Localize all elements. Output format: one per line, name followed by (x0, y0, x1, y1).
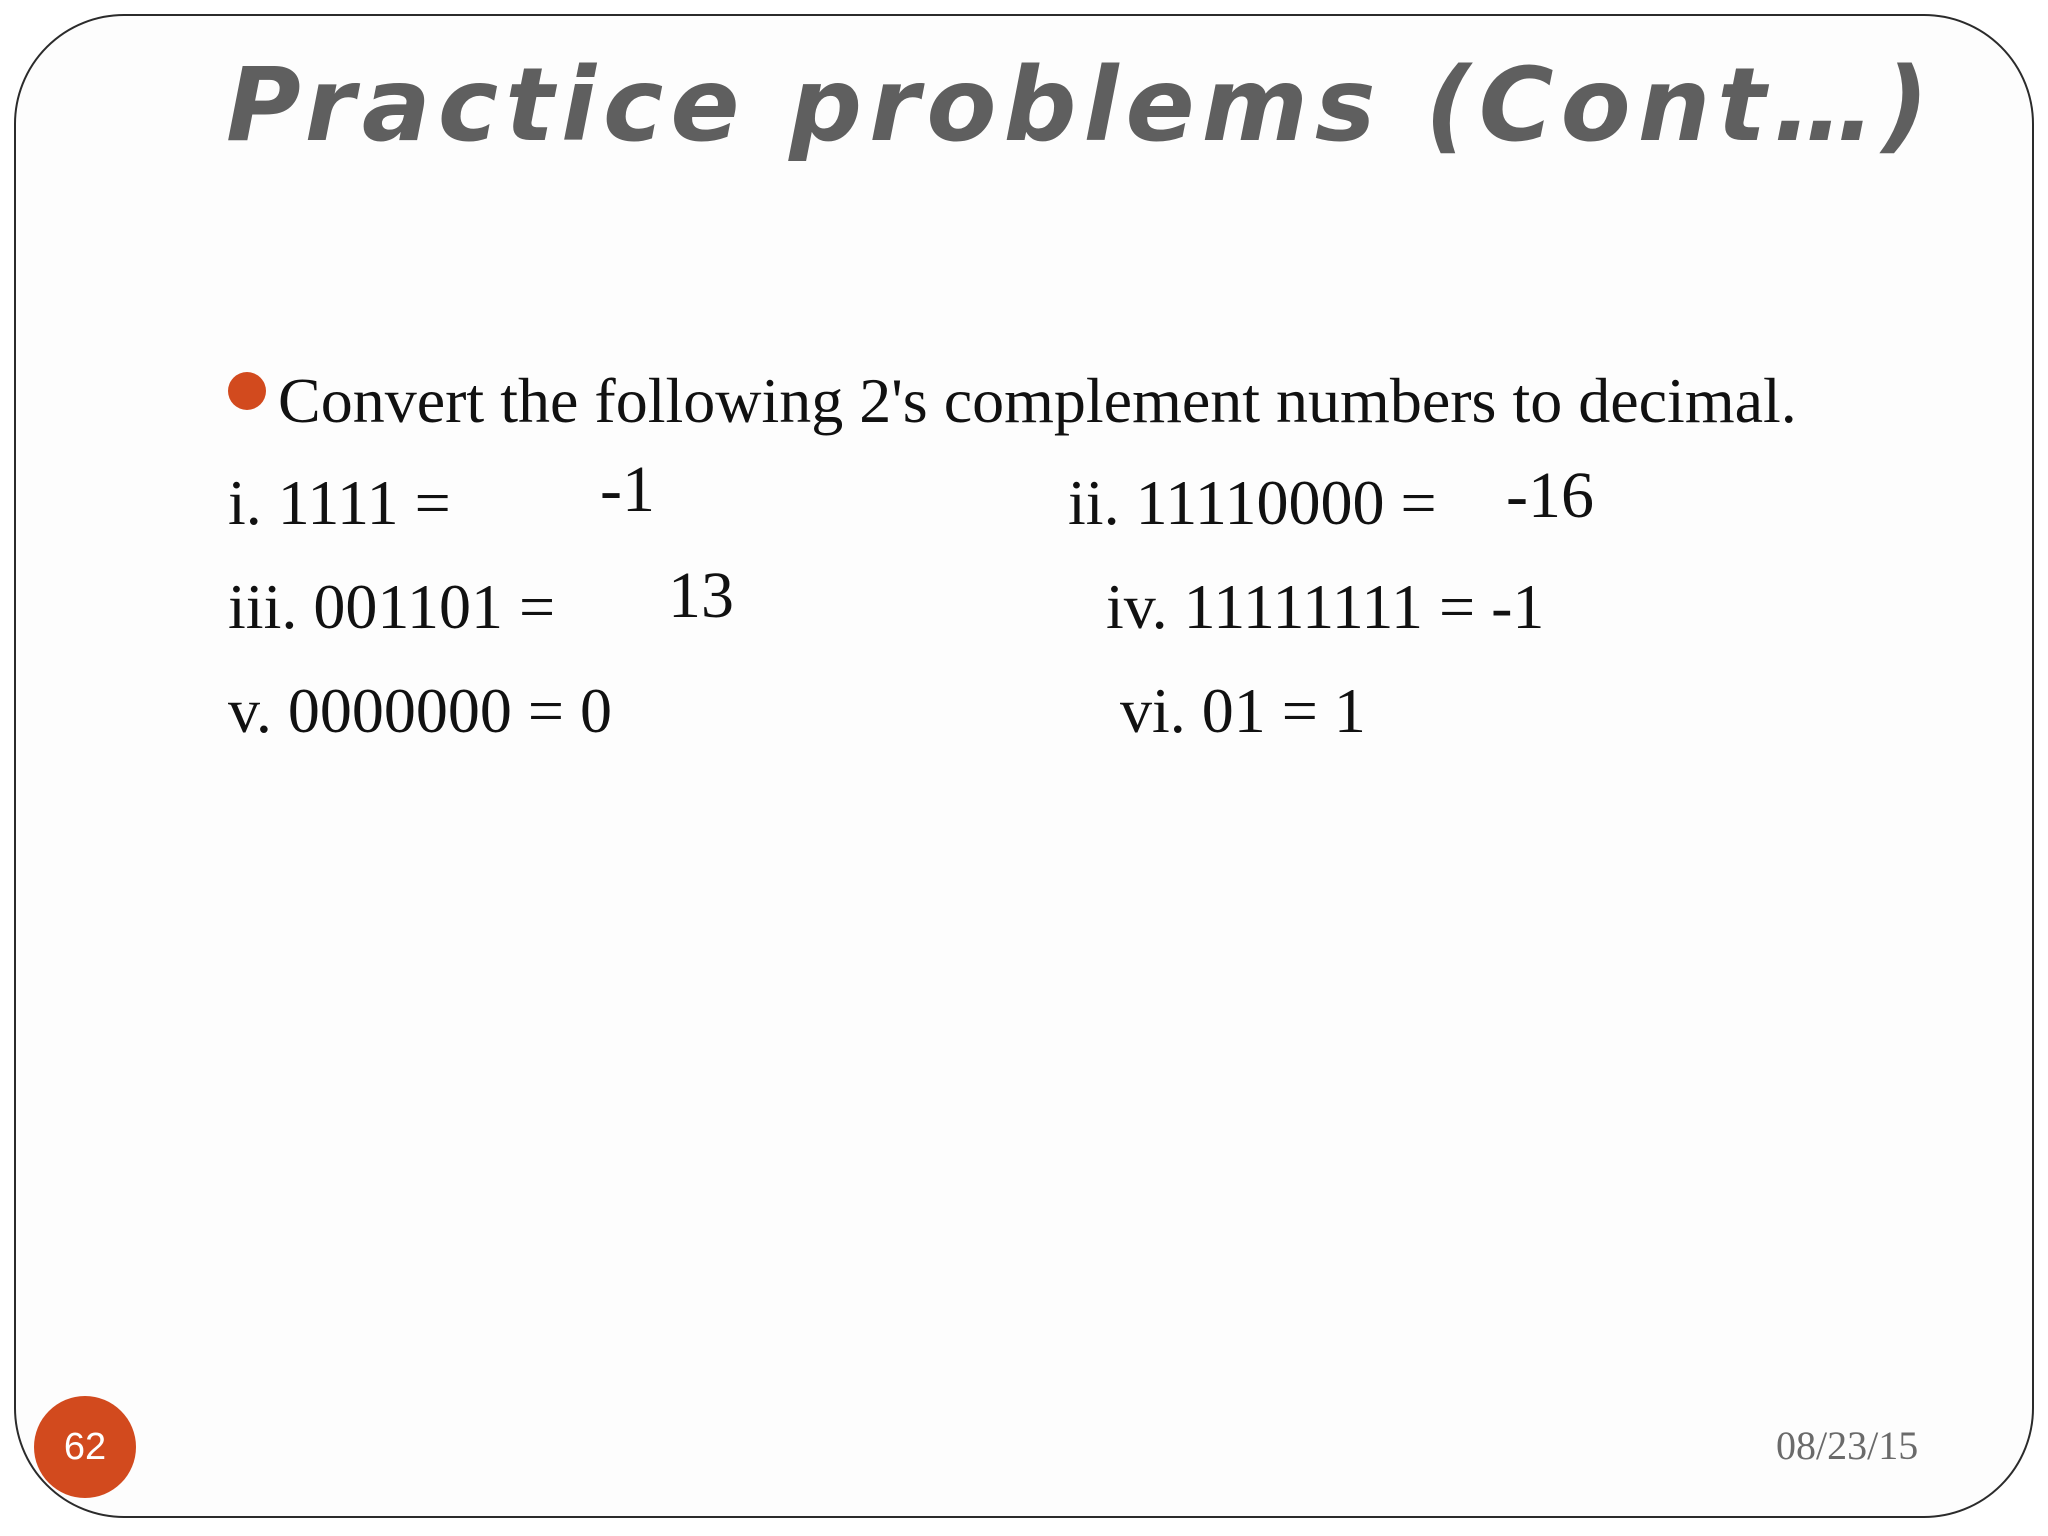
bullet-text: Convert the following 2's complement numbers to decimal. (278, 365, 1797, 436)
bullet-item (228, 364, 1797, 438)
slide (14, 14, 2034, 1518)
problem-i-answer: -1 (600, 453, 655, 526)
problem-ii-answer: -16 (1506, 459, 1594, 532)
problem-iii-answer: 13 (668, 559, 734, 632)
problem-i-label: i. 1111 = (228, 467, 451, 538)
problem-iv-label: iv. 11111111 = -1 (1106, 571, 1545, 642)
slide-date: 08/23/15 (1776, 1423, 1919, 1468)
page-number-badge (34, 1396, 136, 1498)
slide-title: Practice problems (Cont…) (226, 46, 1936, 165)
problem-iii-label: iii. 001101 = (228, 571, 556, 642)
bullet-dot-icon (228, 372, 266, 410)
problem-vi-label: vi. 01 = 1 (1120, 675, 1366, 746)
problem-ii-label: ii. 11110000 = (1068, 467, 1437, 538)
page-number: 62 (63, 1425, 107, 1468)
problem-v-label: v. 0000000 = 0 (228, 675, 612, 746)
